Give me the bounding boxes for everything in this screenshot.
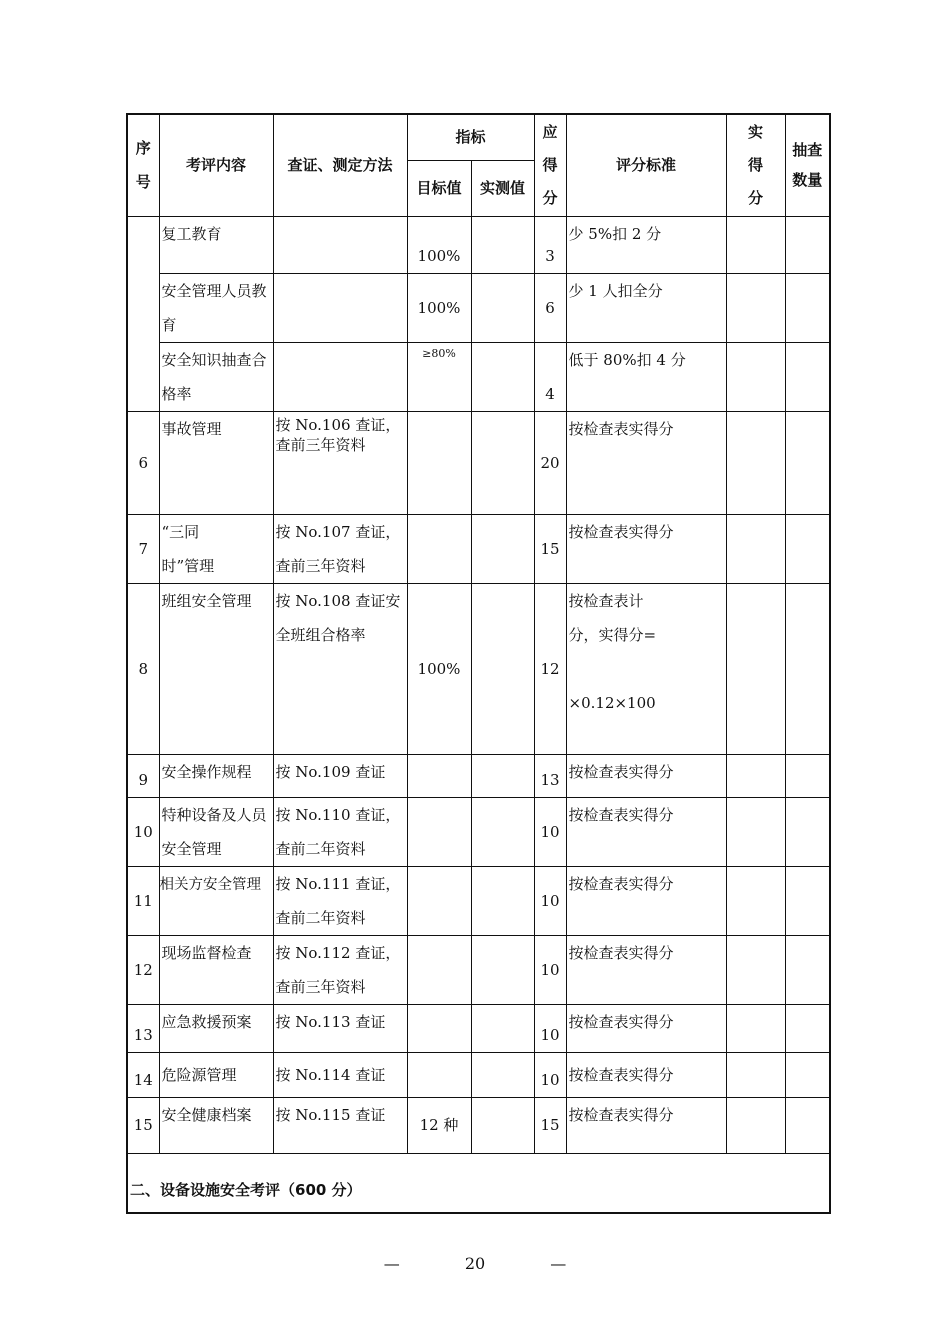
row-content: 复工教育 <box>159 216 273 273</box>
row-actual <box>726 273 785 342</box>
row-method: 按 No.110 查证，查前二年资料 <box>273 797 407 866</box>
row-score: 10 <box>534 797 566 866</box>
page-number: 20 <box>464 1254 486 1273</box>
row-measured <box>471 583 534 754</box>
row-target <box>407 797 471 866</box>
row-measured <box>471 1052 534 1097</box>
row-criteria: 按检查表实得分 <box>566 514 726 583</box>
row-actual <box>726 411 785 514</box>
row-target <box>407 1004 471 1052</box>
row-measured <box>471 514 534 583</box>
row-content: 安全健康档案 <box>159 1097 273 1153</box>
row-actual <box>726 935 785 1004</box>
row-actual <box>726 797 785 866</box>
row-criteria: 按检查表实得分 <box>566 797 726 866</box>
row-measured <box>471 216 534 273</box>
row-seq: 13 <box>127 1004 159 1052</box>
row-seq: 10 <box>127 797 159 866</box>
table-row <box>127 216 830 273</box>
evaluation-table <box>126 113 831 1214</box>
row-measured <box>471 342 534 411</box>
row-method: 按 No.107 查证，查前三年资料 <box>273 514 407 583</box>
row-criteria: 按检查表实得分 <box>566 866 726 935</box>
row-seq: 12 <box>127 935 159 1004</box>
row-criteria <box>566 583 726 754</box>
header-measured: 实测值 <box>471 160 534 216</box>
section-heading: 二、设备设施安全考评（600 分） <box>127 1153 830 1213</box>
row-target <box>407 411 471 514</box>
row-target: 12 种 <box>407 1097 471 1153</box>
table-row <box>127 411 830 514</box>
row-sample <box>785 1052 830 1097</box>
row-method: 按 No.106 查证，查前三年资料 <box>273 411 407 514</box>
row-score: 4 <box>534 342 566 411</box>
row-measured <box>471 935 534 1004</box>
table-row <box>127 583 830 754</box>
row-sample <box>785 583 830 754</box>
row-actual <box>726 1052 785 1097</box>
row-sample <box>785 342 830 411</box>
row-content: 现场监督检查 <box>159 935 273 1004</box>
row-measured <box>471 1097 534 1153</box>
table-row <box>127 866 830 935</box>
row-actual <box>726 216 785 273</box>
row-method: 按 No.108 查证安全班组合格率 <box>273 583 407 754</box>
table-row <box>127 1052 830 1097</box>
table-row <box>127 342 830 411</box>
header-should-score: 应得分 <box>534 114 566 216</box>
row-actual <box>726 1004 785 1052</box>
row-seq: 14 <box>127 1052 159 1097</box>
table-row <box>127 797 830 866</box>
header-sample-count: 抽查数量 <box>785 114 830 216</box>
row-sample <box>785 935 830 1004</box>
row-score: 3 <box>534 216 566 273</box>
row-target <box>407 754 471 797</box>
row-method: 按 No.112 查证，查前三年资料 <box>273 935 407 1004</box>
row-actual <box>726 583 785 754</box>
row-criteria: 按检查表实得分 <box>566 1004 726 1052</box>
row-criteria: 低于 80%扣 4 分 <box>566 342 726 411</box>
row-score: 10 <box>534 1052 566 1097</box>
row-target <box>407 514 471 583</box>
row-target <box>407 935 471 1004</box>
page-footer <box>0 1254 950 1273</box>
row-content: 特种设备及人员安全管理 <box>159 797 273 866</box>
row-method: 按 No.109 查证 <box>273 754 407 797</box>
row-score: 10 <box>534 1004 566 1052</box>
row-score: 20 <box>534 411 566 514</box>
row-measured <box>471 273 534 342</box>
row-seq: 6 <box>127 411 159 514</box>
row-target: ≥80% <box>407 342 471 411</box>
row-method <box>273 273 407 342</box>
row-criteria: 少 1 人扣全分 <box>566 273 726 342</box>
row-sample <box>785 866 830 935</box>
table-row <box>127 1097 830 1153</box>
footer-dash-right: — <box>550 1254 567 1273</box>
row-criteria: 按检查表实得分 <box>566 1097 726 1153</box>
row-target <box>407 1052 471 1097</box>
row-content: 应急救援预案 <box>159 1004 273 1052</box>
row-method <box>273 216 407 273</box>
row-content: 安全操作规程 <box>159 754 273 797</box>
row-sample <box>785 273 830 342</box>
header-criteria: 评分标准 <box>566 114 726 216</box>
row-seq: 11 <box>127 866 159 935</box>
header-content: 考评内容 <box>159 114 273 216</box>
header-target: 目标值 <box>407 160 471 216</box>
row-score: 15 <box>534 1097 566 1153</box>
row-method: 按 No.111 查证，查前二年资料 <box>273 866 407 935</box>
row-actual <box>726 866 785 935</box>
header-actual-score: 实得分 <box>726 114 785 216</box>
header-seq: 序号 <box>127 114 159 216</box>
table-row <box>127 273 830 342</box>
row-seq: 7 <box>127 514 159 583</box>
row-measured <box>471 1004 534 1052</box>
row-target <box>407 866 471 935</box>
row-sample <box>785 216 830 273</box>
row-seq: 9 <box>127 754 159 797</box>
table-row <box>127 1004 830 1052</box>
row-actual <box>726 514 785 583</box>
row-actual <box>726 754 785 797</box>
row-content: 安全管理人员教育 <box>159 273 273 342</box>
row-criteria: 按检查表实得分 <box>566 754 726 797</box>
footer-dash-left: — <box>383 1254 400 1273</box>
row-criteria: 按检查表实得分 <box>566 1052 726 1097</box>
row-content: 安全知识抽查合格率 <box>159 342 273 411</box>
criteria-formula: ×0.12×100 <box>568 693 656 712</box>
row-measured <box>471 411 534 514</box>
row-criteria: 少 5%扣 2 分 <box>566 216 726 273</box>
row-content: 相关方安全管理 <box>159 866 273 935</box>
row-content: 班组安全管理 <box>159 583 273 754</box>
row-target: 100% <box>407 583 471 754</box>
row-score: 10 <box>534 866 566 935</box>
header-method: 查证、测定方法 <box>273 114 407 216</box>
header-indicator: 指标 <box>407 114 534 160</box>
row-content: “三同时”管理 <box>159 514 273 583</box>
row-score: 15 <box>534 514 566 583</box>
row-actual <box>726 342 785 411</box>
row-method: 按 No.114 查证 <box>273 1052 407 1097</box>
row-actual <box>726 1097 785 1153</box>
row-sample <box>785 754 830 797</box>
row-measured <box>471 797 534 866</box>
row-score: 13 <box>534 754 566 797</box>
table-row <box>127 754 830 797</box>
row-sample <box>785 1004 830 1052</box>
row-score: 10 <box>534 935 566 1004</box>
row-target: 100% <box>407 273 471 342</box>
row-score: 12 <box>534 583 566 754</box>
row-target: 100% <box>407 216 471 273</box>
row-seq: 15 <box>127 1097 159 1153</box>
row-seq <box>127 216 159 411</box>
row-seq: 8 <box>127 583 159 754</box>
row-criteria: 按检查表实得分 <box>566 935 726 1004</box>
row-content: 危险源管理 <box>159 1052 273 1097</box>
table-row <box>127 935 830 1004</box>
row-sample <box>785 1097 830 1153</box>
table-row <box>127 514 830 583</box>
row-measured <box>471 754 534 797</box>
row-method: 按 No.113 查证 <box>273 1004 407 1052</box>
row-criteria: 按检查表实得分 <box>566 411 726 514</box>
row-sample <box>785 411 830 514</box>
row-method: 按 No.115 查证 <box>273 1097 407 1153</box>
row-sample <box>785 797 830 866</box>
row-method <box>273 342 407 411</box>
criteria-text: 按检查表计分，实得分= <box>568 591 657 644</box>
row-sample <box>785 514 830 583</box>
row-measured <box>471 866 534 935</box>
row-content: 事故管理 <box>159 411 273 514</box>
row-score: 6 <box>534 273 566 342</box>
